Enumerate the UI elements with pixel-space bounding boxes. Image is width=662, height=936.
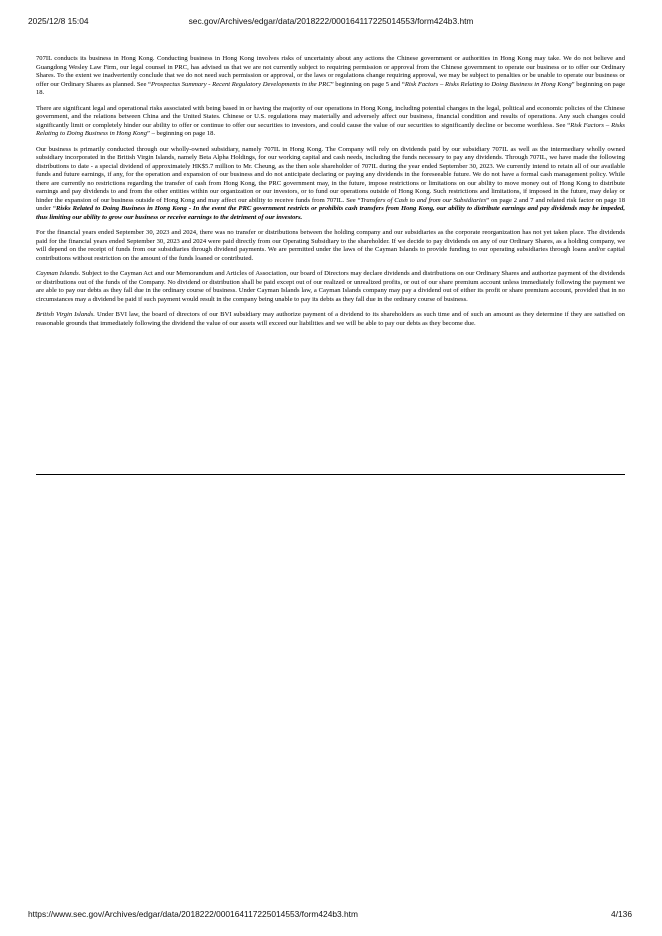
paragraph-cayman-islands: Cayman Islands. Subject to the Cayman Act and our Memorandum and Articles of Association, our board of Directors may declare dividends and distributions on our Ordinary Shares and authorize payment of the dividends or distributions out of the funds of the Company. No dividend or distribution shall be paid except out of our realized or unrealized profits, or out of our share premium account unless immediately following the payment we are able to pay our debts as they fall due in the ordinary course of business. Under Cayman Islands law, a Cayman Islands company may pay a dividend out of either its profit or share premium account, provided that in no circumstances may a dividend be paid if such payment would result in the company being unable to pay its debts as they fall due in the ordinary course of business. — [36, 270, 626, 303]
cross-reference: Risk Factors – Risks Relating to Doing Business in Hong Kong — [36, 121, 625, 137]
page-title: sec.gov/Archives/edgar/data/2018222/000164117225014553/form424b3.htm — [188, 16, 474, 26]
page-counter: 4/136 — [611, 909, 632, 919]
document-body — [36, 55, 625, 328]
cross-reference: Prospectus Summary - Recent Regulatory Developments in the PRC — [151, 80, 331, 88]
cross-reference: Transfers of Cash to and from our Subsidiaries — [360, 196, 487, 204]
page-url: https://www.sec.gov/Archives/edgar/data/2018222/000164117225014553/form424b3.htm — [28, 909, 358, 919]
paragraph-hong-kong-risk: 707IL conducts its business in Hong Kong. Conducting business in Hong Kong involves risks of uncertainty about any actions the Chinese government or authorities in Hong Kong may take. We do not believe and Guangdong Wesley Law Firm, our legal counsel in PRC, has advised us that we are not currently subject to requiring permission or approval from the Chinese government to operate our business or to offer our Ordinary Shares. To the extent we inadvertently conclude that we do not need such permission or approval, or the laws or regulations change requiring approval, we may be subject to penalties or be unable to operate our business or offer our Ordinary Shares as planned. See “Prospectus Summary - Recent Regulatory Developments in the PRC” beginning on page 5 and “Risk Factors – Risks Relating to Doing Business in Hong Kong” beginning on page 18. — [36, 55, 625, 96]
page-divider — [36, 474, 625, 475]
paragraph-legal-operational-risk: There are significant legal and operational risks associated with being based in or having the majority of our operations in Hong Kong, including potential changes in the legal, political and economic policies of the Chinese government, and the relations between China and the United States. Chinese or U.S. regulations may materially and adversely affect our business, financial condition and results of operations. Any such changes could significantly limit or completely hinder our ability to offer or continue to offer our securities to investors, and could cause the value of our securities to significantly decline or become worthless. See “Risk Factors – Risks Relating to Doing Business in Hong Kong” – beginning on page 18. — [36, 104, 625, 137]
browser-print-header — [0, 16, 662, 30]
cross-reference: Risk Factors – Risks Relating to Doing Business in Hong Kong — [404, 80, 572, 88]
jurisdiction-label: Cayman Islands. — [36, 270, 81, 277]
browser-print-footer — [0, 909, 662, 923]
risk-factor-heading: Risks Related to Doing Business in Hong Kong - In the event the PRC government restricts or prohibits cash transfers from Hong Kong, our ability to distribute earnings and pay dividends may be impeded, thus limiting our ability to grow our business or receive earnings to the detriment of our investors. — [36, 205, 625, 221]
paragraph-british-virgin-islands: British Virgin Islands. Under BVI law, the board of directors of our BVI subsidiary may authorize payment of a dividend to its shareholders as such time and of such an amount as they determine if they are satisfied on reasonable grounds that immediately following the dividend the value of our assets will exceed our liabilities and we will be able to pay our debts as they become due. — [36, 311, 625, 327]
paragraph-dividends-subsidiary: Our business is primarily conducted through our wholly-owned subsidiary, namely 707IL in Hong Kong. The Company will rely on dividends paid by our subsidiary 707IL as well as the intermediary wholly owned subsidiary incorporated in the British Virgin Islands, namely Beta Alpha Holdings, for our working capital and cash needs, including the funds necessary to pay any dividends. Through 707IL, we have made the following distributions to date - a special dividend of approximately HK$5.7 million to Mr. Cheung, as the then sole shareholder of 707IL during the year ended September 30, 2023. We currently intend to retain all of our available funds and future earnings, if any, for the operation and expansion of our business and do not anticipate declaring or paying any dividends in the foreseeable future. We do not have a formal cash management policy. While there are currently no restrictions regarding the transfer of cash from Hong Kong, the PRC government may, in the future, impose restrictions or limitations on our ability to move money out of Hong Kong to distribute earnings and pay dividends to and from the other entities within our organization or our investors, or to fund our operations outside of Hong Kong. Such restrictions and limitations, if imposed in the future, may delay or hinder the expansion of our business outside of Hong Kong and may affect our ability to receive funds from 707IL. See “Transfers of Cash to and from our Subsidiaries” on page 2 and 7 and related risk factor on page 18 under “Risks Related to Doing Business in Hong Kong - In the event the PRC government restricts or prohibits cash transfers from Hong Kong, our ability to distribute earnings and pay dividends may be impeded, thus limiting our ability to grow our business or receive earnings to the detriment of our investors. — [36, 145, 625, 221]
paragraph-transfers-distributions: For the financial years ended September 30, 2023 and 2024, there was no transfer or distributions between the holding company and our subsidiaries as the corporate reorganization has not yet taken place. The dividends paid for the financial years ended September 30, 2023 and 2024 were paid directly from our Operating Subsidiary to the shareholder. If we decide to pay dividends on any of our Ordinary Shares, as a holding company, we will depend on the receipt of funds from our subsidiaries through dividend payments. We are permitted under the laws of the Cayman Islands to provide funding to our operating subsidiaries through loans and/or capital contributions without restriction on the amount of the funds loaned or contributed. — [36, 229, 625, 262]
jurisdiction-label: British Virgin Islands. — [36, 311, 95, 318]
print-timestamp: 2025/12/8 15:04 — [28, 16, 89, 26]
